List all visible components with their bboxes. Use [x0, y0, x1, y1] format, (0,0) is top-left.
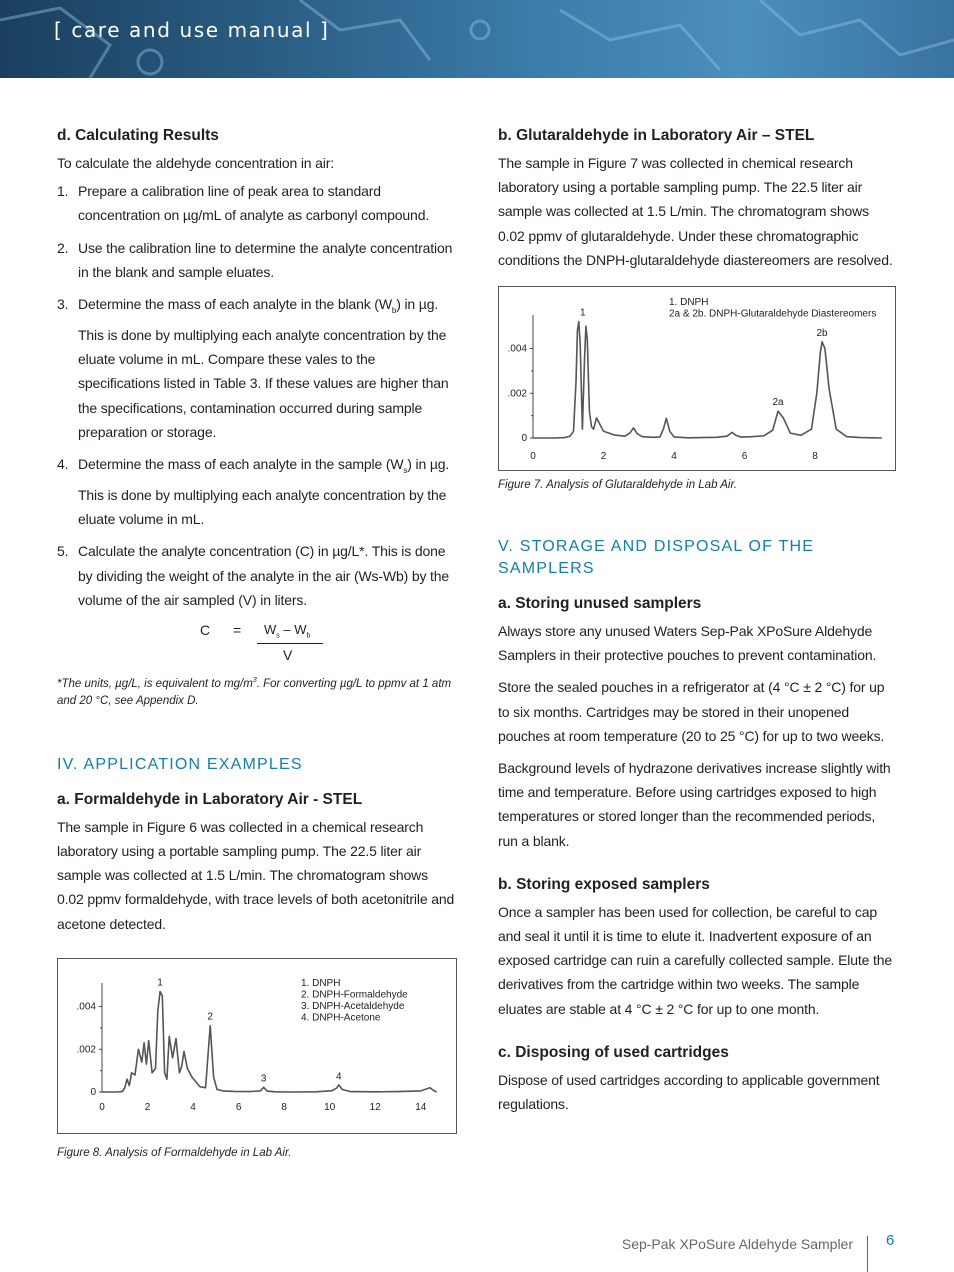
chromatogram-trace [533, 322, 882, 438]
x-tick-label: 8 [281, 1101, 287, 1113]
units-footnote: *The units, µg/L, is equivalent to $mg/m^3$. For converting µg/L to ppmv at 1 atm and 20 °C, see Appendix D. [57, 677, 452, 707]
figure-8-chart [57, 958, 457, 1134]
legend-entry: 3. DNPH-Acetaldehyde [301, 1000, 405, 1012]
x-tick-label: 2 [600, 451, 607, 463]
step-1: 1. Prepare a calibration line of peak area to standard concentration on µg/mL of analyte as carbonyl compound. [57, 183, 430, 224]
x-tick-label: 4 [671, 451, 677, 463]
figure-8-plot [58, 959, 456, 1133]
disposing-body: Dispose of used cartridges according to applicable government regulations. [498, 1071, 880, 1113]
x-tick-label: 4 [190, 1101, 196, 1113]
x-tick-label: 8 [812, 451, 818, 463]
page-number: 6 [886, 1232, 895, 1249]
legend-entry: 2a & 2b. DNPH-Glutaraldehyde Diastereomers [669, 308, 877, 320]
peak-label-2b: 2b [816, 327, 828, 339]
peak-label-2a: 2a [772, 397, 784, 409]
formula-numerator: $W_s - W_b$ [264, 622, 311, 640]
peak-label-4: 4 [336, 1071, 342, 1083]
storage-heading: V. STORAGE AND DISPOSAL OF THE SAMPLERS [498, 538, 815, 578]
y-tick-label: .004 [76, 1001, 96, 1013]
step-4: 4. Determine the mass of each analyte in the sample $(W_s)$ in µg. This is done by multiplying each analyte concentration by the eluate volume in mL. [57, 456, 450, 528]
x-tick-label: 0 [99, 1101, 105, 1113]
fraction-bar [257, 643, 323, 644]
y-tick-label: .004 [507, 343, 527, 355]
legend-entry: 2. DNPH-Formaldehyde [301, 989, 408, 1001]
peak-label-3: 3 [260, 1073, 267, 1085]
left-column [57, 124, 457, 1162]
x-tick-label: 6 [235, 1101, 242, 1113]
step-5: 5. Calculate the analyte concentration (C) in µg/L*. This is done by dividing the weight of the analyte in the air (Ws-Wb) by the volume of the air sampled (V) in liters. [57, 543, 450, 608]
figure-8-caption: Figure 8. Analysis of Formaldehyde in Lab Air. [57, 1146, 292, 1159]
x-tick-label: 0 [530, 451, 536, 463]
legend-entry: 4. DNPH-Acetone [301, 1012, 381, 1024]
y-tick-label: 0 [90, 1086, 96, 1098]
header-banner [0, 0, 954, 78]
storing-exposed-body: Once a sampler has been used for collection, be careful to cap and seal it until it is time to elute it. Inadvertent exposure of an exposed cartridge can ruin a carefully collected sample. Elute the derivatives from the cartridge within two weeks. The sample eluates are stable at 4 °C ± 2 °C for up to one month. [498, 903, 892, 1017]
disposing-heading: c. Disposing of used cartridges [498, 1043, 729, 1061]
peak-label-1: 1 [580, 307, 586, 319]
storing-unused-p3: Background levels of hydrazone derivatives increase slightly with time and temperature. Before using cartridges exposed to high temperatures or stored longer than the recommended periods, run a blank. [498, 760, 891, 849]
calculating-results-heading: d. Calculating Results [57, 127, 219, 144]
formaldehyde-heading: a. Formaldehyde in Laboratory Air - STEL [57, 790, 363, 808]
legend-entry: 1. DNPH [301, 977, 341, 989]
footer-divider [867, 1236, 868, 1272]
glutaraldehyde-body: The sample in Figure 7 was collected in chemical research laboratory using a portable sampling pump. The 22.5 liter air sample was collected at 1.5 L/min. The chromatogram shows 0.02 ppmv of glutaraldehyde. Under these chromatographic conditions the DNPH-glutaraldehyde diastereomers are resolved. [498, 155, 893, 268]
x-tick-label: 12 [369, 1101, 381, 1113]
peak-label-1: 1 [157, 977, 163, 989]
peak-label-2: 2 [207, 1011, 213, 1023]
figure-7-chart [498, 286, 896, 471]
storing-unused-p1: Always store any unused Waters Sep-Pak XPoSure Aldehyde Samplers in their protective pouches to prevent contamination. [498, 623, 877, 664]
step-2: 2. Use the calibration line to determine the analyte concentration in the blank and sample eluates. [57, 239, 453, 280]
storing-unused-p2: Store the sealed pouches in a refrigerator at (4 °C ± 2 °C) for up to six months. Cartridges may be stored in their unopened pouches at room temperature (20 to 25 °C) for up to two weeks. [498, 679, 885, 744]
step-3: 3. Determine the mass of each analyte in the blank $(W_b)$ in µg. This is done by multiplying each analyte concentration by the eluate volume in mL. Compare these vales to the specifications listed in Table 3. If these values are higher than the specifications, contamination occurred during sample preparation or storage. [57, 296, 449, 440]
figure-7-plot [499, 287, 895, 470]
manual-title: [ care and use manual ] [54, 18, 330, 42]
formaldehyde-body: The sample in Figure 6 was collected in a chemical research laboratory using a portable sampling pump. The 22.5 liter air sample was collected at 1.5 L/min. The chromatogram shows 0.02 ppmv formaldehyde, with trace levels of both acetonitrile and acetone detected. [57, 818, 455, 932]
glutaraldehyde-heading: b. Glutaraldehyde in Laboratory Air – STEL [498, 127, 815, 144]
y-tick-label: 0 [521, 433, 527, 445]
right-column [498, 124, 898, 1116]
y-tick-label: .002 [507, 388, 527, 400]
calculation-steps [57, 179, 457, 612]
concentration-formula: C = $W_s - W_b$ V [57, 620, 457, 672]
x-tick-label: 14 [415, 1101, 427, 1113]
storing-exposed-heading: b. Storing exposed samplers [498, 875, 710, 893]
x-tick-label: 2 [144, 1101, 151, 1113]
y-tick-label: .002 [76, 1044, 96, 1056]
footer-product-name: Sep-Pak XPoSure Aldehyde Sampler [621, 1236, 853, 1252]
x-tick-label: 6 [741, 451, 748, 463]
figure-7-caption: Figure 7. Analysis of Glutaraldehyde in Lab Air. [498, 479, 738, 492]
calculating-intro: To calculate the aldehyde concentration in air: [57, 155, 335, 171]
storing-unused-heading: a. Storing unused samplers [498, 595, 702, 613]
legend-entry: 1. DNPH [669, 297, 709, 309]
formula-denominator: V [283, 647, 293, 664]
application-examples-heading: IV. APPLICATION EXAMPLES [57, 755, 303, 773]
x-tick-label: 10 [324, 1101, 336, 1113]
